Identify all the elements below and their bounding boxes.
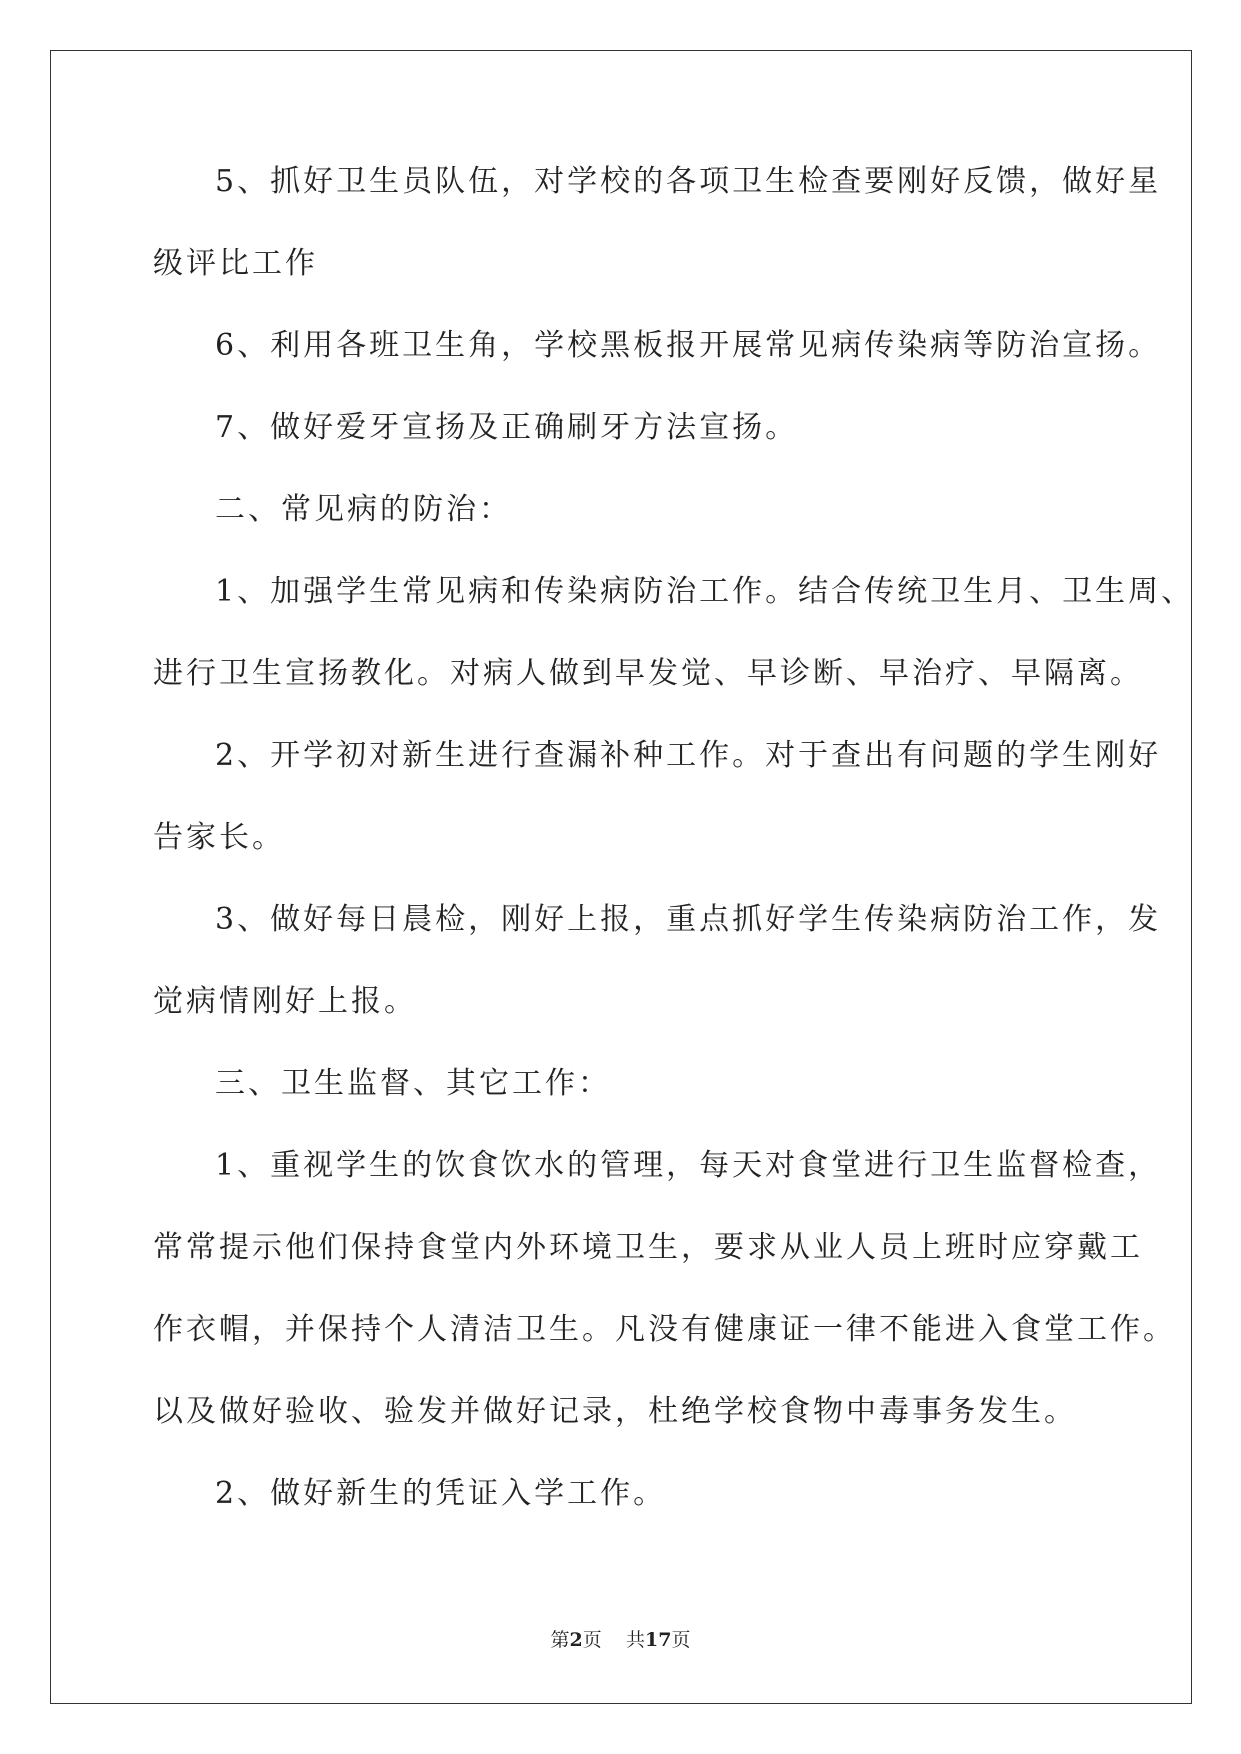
footer-page-word: 页 bbox=[582, 1629, 602, 1651]
paragraph-line: 6、利用各班卫生角，学校黑板报开展常见病传染病等防治宣扬。 bbox=[215, 328, 1162, 363]
paragraph-line: 7、做好爱牙宣扬及正确刷牙方法宣扬。 bbox=[215, 410, 799, 445]
page-border bbox=[50, 50, 1195, 1704]
footer-prefix: 第 bbox=[550, 1629, 570, 1651]
paragraph-line: 2、做好新生的凭证入学工作。 bbox=[215, 1476, 667, 1511]
paragraph-line: 级评比工作 bbox=[153, 246, 318, 281]
section-heading: 三、卫生监督、其它工作： bbox=[215, 1066, 611, 1101]
current-page-number: 2 bbox=[569, 1629, 583, 1651]
paragraph-line: 3、做好每日晨检，刚好上报，重点抓好学生传染病防治工作，发 bbox=[215, 902, 1162, 937]
total-pages-number: 17 bbox=[644, 1629, 672, 1651]
paragraph-line: 进行卫生宣扬教化。对病人做到早发觉、早诊断、早治疗、早隔离。 bbox=[153, 656, 1143, 691]
section-heading: 二、常见病的防治： bbox=[215, 492, 512, 527]
paragraph-line: 觉病情刚好上报。 bbox=[153, 984, 417, 1019]
page-footer bbox=[0, 1628, 1241, 1652]
paragraph-line: 告家长。 bbox=[153, 820, 285, 855]
paragraph-line: 以及做好验收、验发并做好记录，杜绝学校食物中毒事务发生。 bbox=[153, 1394, 1077, 1429]
paragraph-line: 常常提示他们保持食堂内外环境卫生，要求从业人员上班时应穿戴工 bbox=[153, 1230, 1143, 1265]
paragraph-line: 5、抓好卫生员队伍，对学校的各项卫生检查要刚好反馈，做好星 bbox=[215, 164, 1162, 199]
paragraph-line: 1、重视学生的饮食饮水的管理，每天对食堂进行卫生监督检查， bbox=[215, 1148, 1162, 1183]
paragraph-line: 2、开学初对新生进行查漏补种工作。对于查出有问题的学生刚好 bbox=[215, 738, 1162, 773]
paragraph-line: 作衣帽，并保持个人清洁卫生。凡没有健康证一律不能进入食堂工作。 bbox=[153, 1312, 1176, 1347]
paragraph-line: 1、加强学生常见病和传染病防治工作。结合传统卫生月、卫生周、 bbox=[215, 574, 1195, 609]
footer-total-prefix: 共 bbox=[625, 1629, 645, 1651]
footer-total-suffix: 页 bbox=[671, 1629, 691, 1651]
